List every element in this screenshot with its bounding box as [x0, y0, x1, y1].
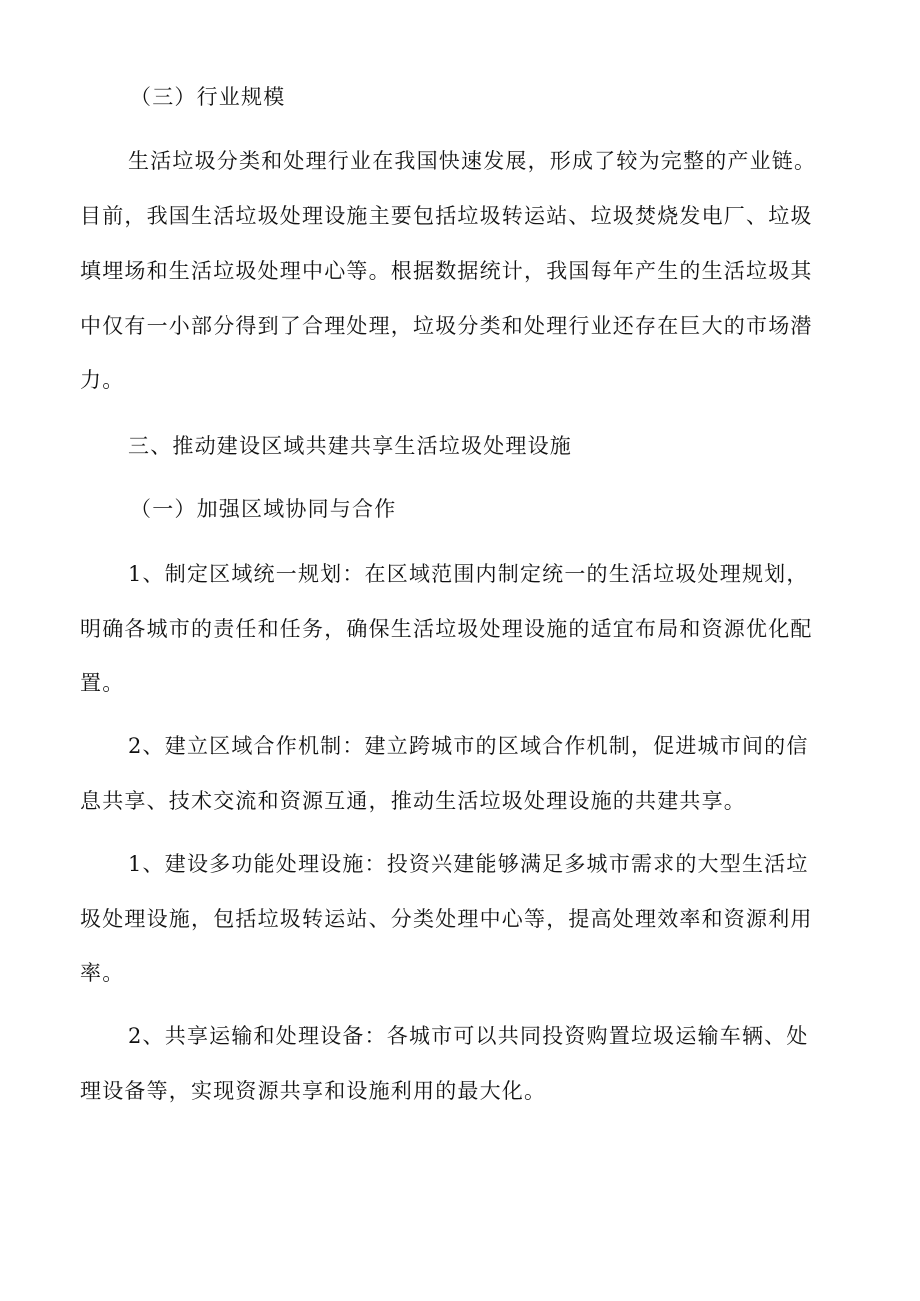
list-item-line: 理设备等，实现资源共享和设施利用的最大化。: [80, 1079, 547, 1103]
paragraph-line: 填埋场和生活垃圾处理中心等。根据数据统计，我国每年产生的生活垃圾其: [80, 259, 813, 283]
list-item-line: 圾处理设施，包括垃圾转运站、分类处理中心等，提高处理效率和资源利用: [80, 907, 813, 931]
list-item-line: 2、共享运输和处理设备：各城市可以共同投资购置垃圾运输车辆、处: [128, 1024, 809, 1048]
chapter-heading-regional-facilities: 三、推动建设区域共建共享生活垃圾处理设施: [128, 434, 572, 458]
list-item-line: 2、建立区域合作机制：建立跨城市的区域合作机制，促进城市间的信: [128, 734, 809, 758]
list-item-line: 置。: [80, 671, 125, 695]
paragraph-line: 生活垃圾分类和处理行业在我国快速发展，形成了较为完整的产业链。: [128, 149, 817, 173]
paragraph-line: 中仅有一小部分得到了合理处理，垃圾分类和处理行业还存在巨大的市场潜: [80, 314, 813, 338]
list-item-line: 1、制定区域统一规划：在区域范围内制定统一的生活垃圾处理规划，: [128, 562, 809, 586]
list-item-line: 明确各城市的责任和任务，确保生活垃圾处理设施的适宜布局和资源优化配: [80, 617, 813, 641]
section-heading-scale: （三）行业规模: [130, 85, 286, 109]
subsection-heading-cooperation: （一）加强区域协同与合作: [130, 497, 397, 521]
list-item-line: 率。: [80, 961, 125, 985]
paragraph-line: 力。: [80, 368, 125, 392]
list-item-line: 1、建设多功能处理设施：投资兴建能够满足多城市需求的大型生活垃: [128, 852, 809, 876]
list-item-line: 息共享、技术交流和资源互通，推动生活垃圾处理设施的共建共享。: [80, 789, 746, 813]
paragraph-line: 目前，我国生活垃圾处理设施主要包括垃圾转运站、垃圾焚烧发电厂、垃圾: [80, 204, 813, 228]
